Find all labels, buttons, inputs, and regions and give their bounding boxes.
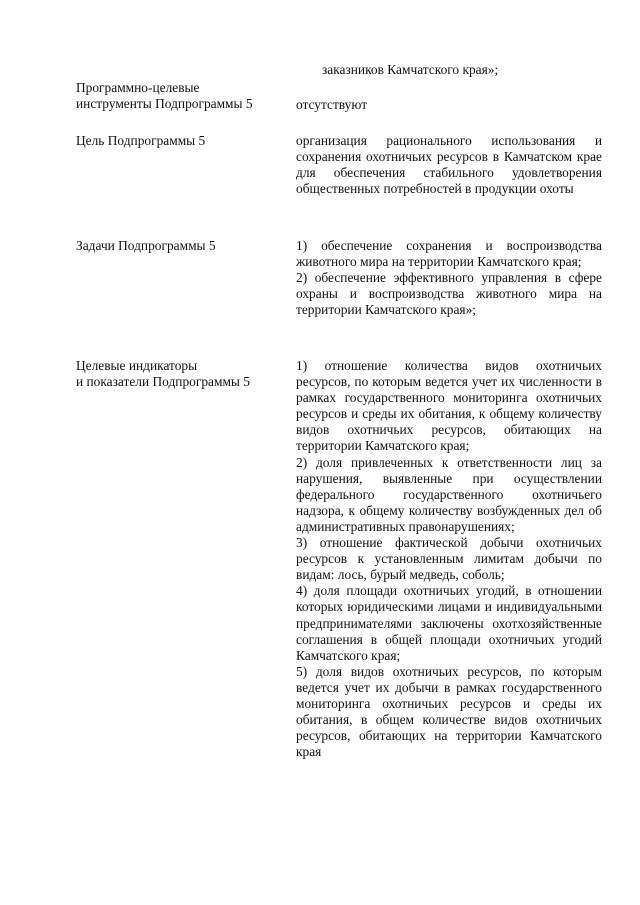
value-text: отсутствуют xyxy=(296,97,368,112)
value-text: организация рационального использования и сохранения охотничьих ресурсов в Камчатском крае для обеспечения стабильного удовлетворения общественных потребностей в продукции охоты xyxy=(296,133,602,197)
label-line: Программно-целевые xyxy=(76,80,200,95)
label-indicators xyxy=(76,358,286,390)
list-item: 2) обеспечение эффективного управления в сфере охраны и воспроизводства животного мира на территории Камчатского края»; xyxy=(296,270,602,318)
value-goal xyxy=(296,133,602,197)
label-tasks: Задачи Подпрограммы 5 xyxy=(76,238,216,253)
list-item: 5) доля видов охотничьих ресурсов, по которым ведется учет их добычи в рамках государственного мониторинга охотничьих ресурсов и среды их обитания, в общем количестве видов охотничьих ресурсов, обитающих на территории Камчатского края xyxy=(296,663,602,760)
list-item: 1) отношение количества видов охотничьих ресурсов, по которым ведется учет их численности в рамках государственного мониторинга охотничьих ресурсов и среды их обитания, к общему количеству видов охотничьих ресурсов, обитающих на территории Камчатского края; xyxy=(296,358,602,454)
value-program-tools xyxy=(296,97,602,113)
value-tasks xyxy=(296,238,602,318)
value-indicators xyxy=(296,358,602,760)
label-goal: Цель Подпрограммы 5 xyxy=(76,133,206,148)
list-item: 4) доля площади охотничьих угодий, в отношении которых юридическими лицами и индивидуальными предпринимателями заключены охотхозяйственные соглашения в общей площади охотничьих угодий Камчатского края; xyxy=(296,583,602,663)
label-program-tools xyxy=(76,80,286,112)
list-item: 3) отношение фактической добычи охотничьих ресурсов к установленным лимитам добычи по видам: лось, бурый медведь, соболь; xyxy=(296,535,602,583)
continued-text: заказников Камчатского края»; xyxy=(322,62,499,77)
list-item: 2) доля привлеченных к ответственности лиц за нарушения, выявленные при осуществлении федерального государственного охотничьего надзора, к общему количеству возбужденных дел об административных правонарушениях; xyxy=(296,454,602,534)
list-item: 1) обеспечение сохранения и воспроизводства животного мира на территории Камчатского края; xyxy=(296,238,602,270)
label-line: инструменты Подпрограммы 5 xyxy=(76,96,253,112)
label-line: и показатели Подпрограммы 5 xyxy=(76,374,250,390)
label-line: Целевые индикаторы xyxy=(76,358,198,373)
